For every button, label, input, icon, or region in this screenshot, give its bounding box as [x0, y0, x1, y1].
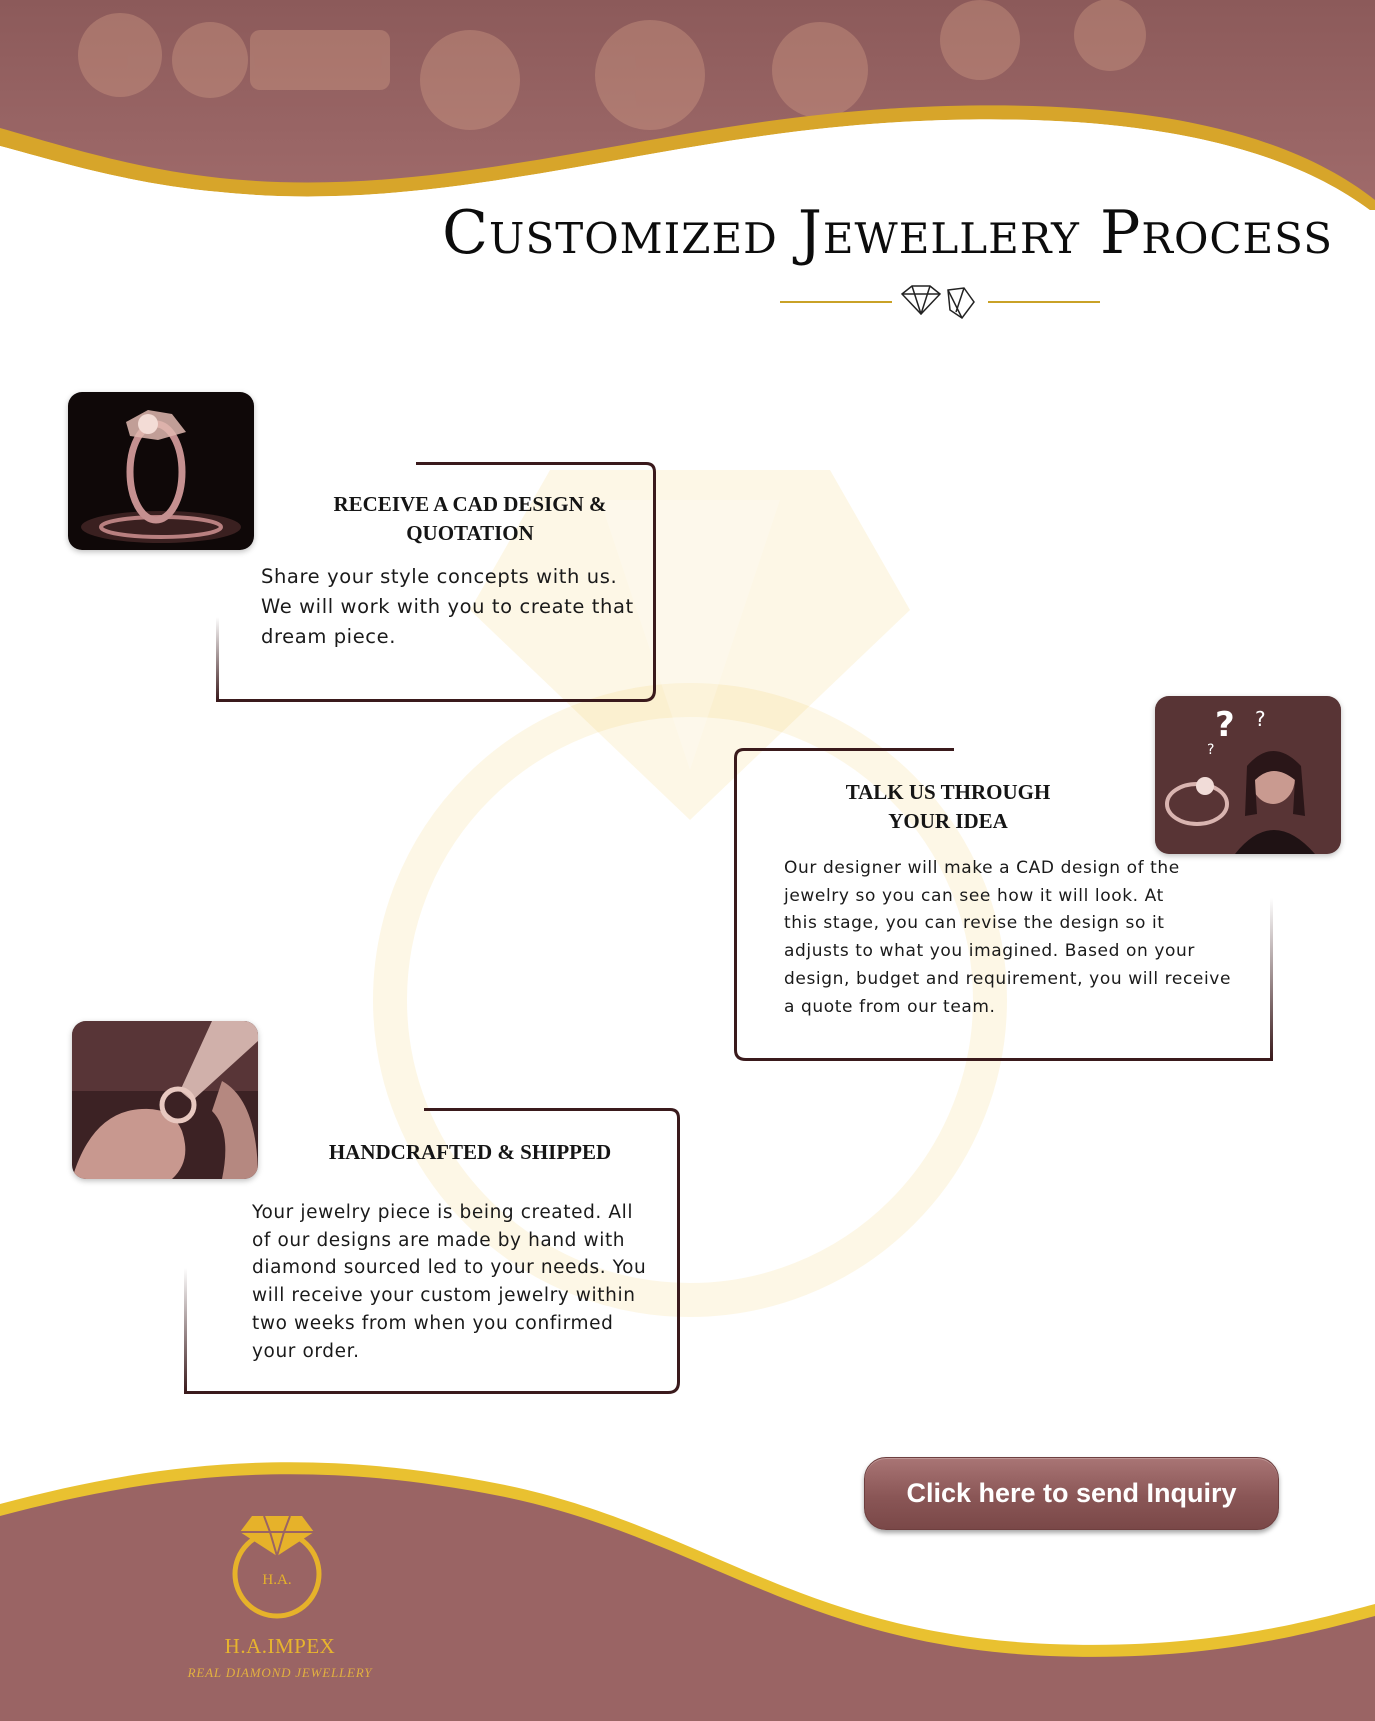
step-3-description: Your jewelry piece is being created. All of our designs are made by hand with diamond sourced led to your needs. You will receive your custom jewelry within two weeks from when you confirmed your order. — [252, 1202, 647, 1362]
send-inquiry-button[interactable]: Click here to send Inquiry — [864, 1457, 1279, 1530]
brand-monogram: H.A. — [262, 1572, 292, 1588]
step-2-title-line2: YOUR IDEA — [888, 809, 1008, 833]
brand-name: H.A.IMPEX — [224, 1634, 336, 1658]
step-2-description: Our designer will make a CAD design of the jewelry so you can see how it will look. At this stage, you can revise the design so it adjusts to what you imagined. Based on your design, budget and requirement, you will receive a quote from our team. — [784, 858, 1232, 1017]
svg-text:?: ? — [1215, 705, 1235, 745]
header-jewellery-banner — [0, 0, 1375, 210]
step-2-title — [788, 778, 1108, 836]
thinking-woman-photo — [1155, 696, 1341, 854]
step-1-title-line1: RECEIVE A CAD DESIGN & — [333, 492, 607, 516]
step-1-description: Share your style concepts with us. We will work with you to create that dream piece. — [261, 565, 634, 648]
brand-logo-icon — [222, 1508, 332, 1620]
svg-text:?: ? — [1255, 707, 1266, 731]
svg-text:?: ? — [1207, 742, 1215, 758]
step-3-title-line1: HANDCRAFTED & SHIPPED — [328, 1140, 612, 1164]
step-3-title — [300, 1138, 640, 1167]
step-1-title — [310, 490, 630, 548]
step-1-title-line2: QUOTATION — [406, 521, 534, 545]
page-title: Customized Jewellery Process — [442, 198, 1333, 268]
brand-tagline: REAL DIAMOND JEWELLERY — [187, 1665, 373, 1680]
diamonds-icon — [780, 282, 1100, 322]
step-2-title-line1: TALK US THROUGH — [845, 780, 1051, 804]
